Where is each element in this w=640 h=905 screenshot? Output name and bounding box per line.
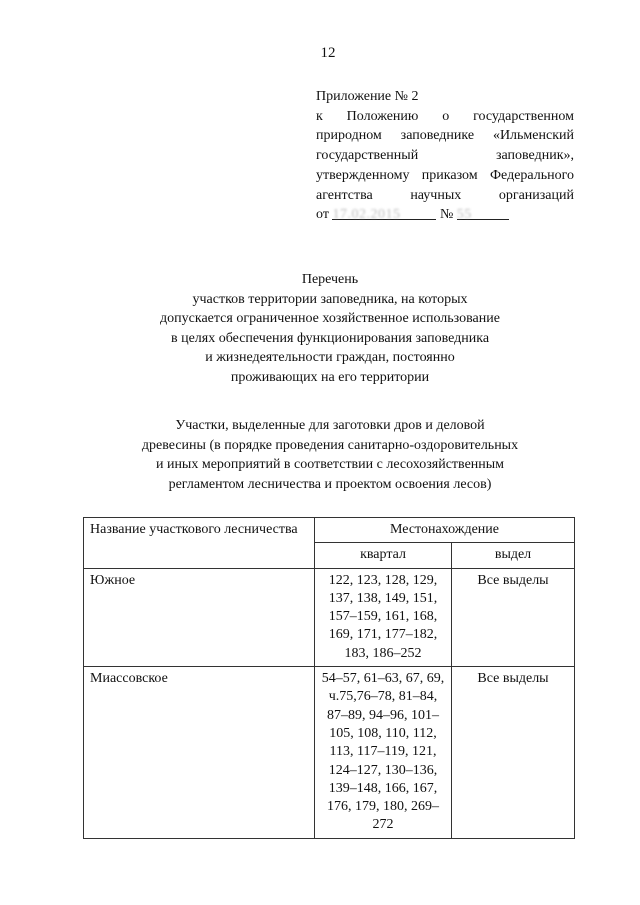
kvartal-cell: 122, 123, 128, 129, 137, 138, 149, 151, 157–159, 161, 168, 169, 171, 177–182, 183, 186–252 — [315, 568, 452, 666]
date-field — [332, 205, 436, 223]
table-header-row — [84, 518, 575, 543]
vydel-cell: Все выделы — [452, 667, 575, 839]
date-prefix: от — [316, 207, 329, 223]
title-line-3: в целях обеспечения функционирования заповедника — [170, 330, 490, 346]
page-number: 12 — [320, 45, 336, 61]
section-subtitle — [100, 416, 560, 495]
table-row — [84, 568, 575, 666]
subtitle-line-3: и иных мероприятий в соответствии с лесохозяйственным — [155, 457, 505, 473]
forestry-name-cell: Миассовское — [84, 667, 315, 839]
title-heading: Перечень — [301, 272, 359, 287]
appendix-line-4: государственный заповедник», — [316, 148, 574, 164]
subtitle-line-1: Участки, выделенные для заготовки дров и деловой — [175, 418, 485, 433]
document-title — [100, 270, 560, 388]
subtitle-line-4: регламентом лесничества и проектом освоения лесов) — [168, 477, 492, 493]
appendix-line-5: утвержденному приказом Федерального — [316, 167, 574, 183]
header-kvartal: квартал — [315, 543, 452, 568]
title-line-5: проживающих на его территории — [230, 369, 430, 385]
forestry-name-cell: Южное — [84, 568, 315, 666]
appendix-line-2: к Положению о государственном — [316, 108, 574, 124]
appendix-line-6: агентства научных организаций — [316, 187, 574, 203]
kvartal-cell: 54–57, 61–63, 67, 69, ч.75,76–78, 81–84, 87–89, 94–96, 101– 105, 108, 110, 112, 113, 117–119, 121, 124–127, 130–136, 139–148, 166, 167, 176, 179, 180, 269– 272 — [315, 667, 452, 839]
header-location: Местонахождение — [315, 518, 575, 543]
title-line-4: и жизнедеятельности граждан, постоянно — [205, 350, 455, 366]
appendix-header — [316, 87, 574, 225]
number-field — [456, 205, 509, 223]
header-vydel: выдел — [452, 543, 575, 568]
number-value: 55 — [456, 207, 472, 223]
date-value: 17.02.2015 — [332, 207, 401, 223]
appendix-line-3: природном заповеднике «Ильменский — [316, 128, 574, 144]
forestry-table — [83, 517, 575, 839]
table-row — [84, 667, 575, 839]
header-forestry-name: Название участкового лесничества — [84, 518, 315, 569]
number-prefix: № — [439, 207, 454, 223]
appendix-line-1: Приложение № 2 — [316, 89, 419, 104]
vydel-cell: Все выделы — [452, 568, 575, 666]
subtitle-line-2: древесины (в порядке проведения санитарно-оздоровительных — [141, 437, 519, 453]
appendix-date-line — [316, 205, 574, 225]
title-line-1: участков территории заповедника, на которых — [192, 291, 468, 307]
title-line-2: допускается ограниченное хозяйственное использование — [160, 311, 500, 327]
